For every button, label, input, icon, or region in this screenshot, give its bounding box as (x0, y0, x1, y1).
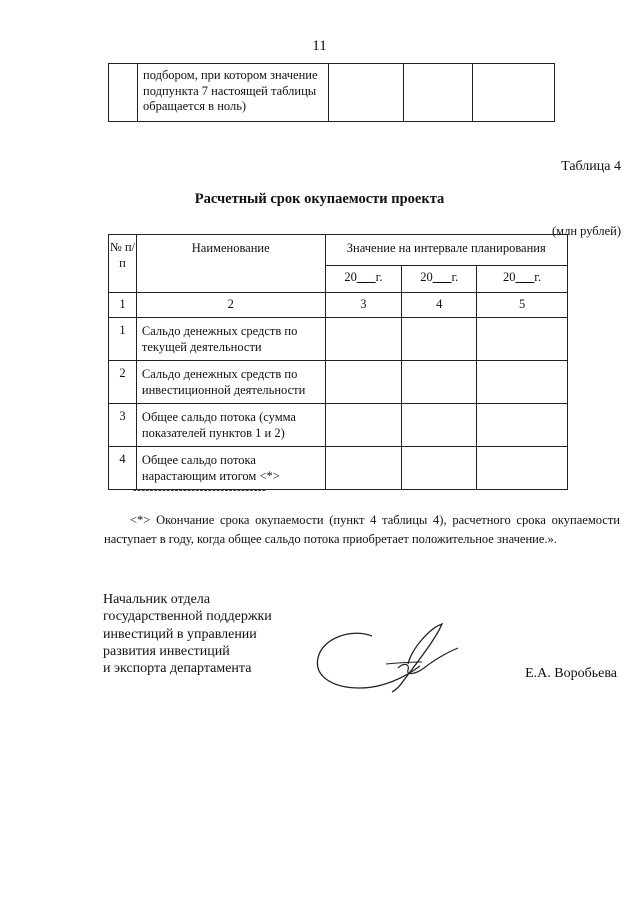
value-cell (477, 361, 568, 404)
signatory-title (103, 591, 272, 678)
row-name: Сальдо денежных средств по текущей деятельности (136, 318, 325, 361)
value-cell (477, 318, 568, 361)
table-cell (404, 64, 473, 122)
table-label: Таблица 4 (561, 159, 621, 174)
header-row (109, 235, 568, 266)
column-index: 4 (402, 293, 477, 318)
handwritten-signature (312, 618, 462, 698)
table-title: Расчетный срок окупаемости проекта (194, 191, 445, 207)
header-num: № п/п (109, 235, 137, 293)
value-cell (325, 318, 402, 361)
column-index-row (109, 293, 568, 318)
value-cell (325, 404, 402, 447)
row-name: Общее сальдо потока нарастающим итогом <*> (136, 447, 325, 490)
column-index: 5 (477, 293, 568, 318)
value-cell (402, 447, 477, 490)
continuation-cell-text: подбором, при котором значение подпункта 7 настоящей таблицы обращается в ноль) (143, 68, 318, 114)
signatory-title-line: Начальник отдела (103, 592, 211, 607)
row-number: 4 (109, 447, 137, 490)
signatory-title-line: инвестиций в управлении (103, 626, 257, 642)
value-cell (477, 404, 568, 447)
row-name: Сальдо денежных средств по инвестиционной деятельности (136, 361, 325, 404)
signatory-title-line: государственной поддержки (103, 609, 272, 625)
value-cell (325, 361, 402, 404)
page-number: 11 (312, 38, 327, 54)
table-cell (109, 64, 138, 122)
footnote-text: <*> Окончание срока окупаемости (пункт 4 таблицы 4), расчетного срока окупаемости наступает в году, когда общее сальдо потока приобретает положительное значение.». (104, 513, 620, 547)
table-row (109, 404, 568, 447)
table-cell (329, 64, 404, 122)
value-cell (402, 361, 477, 404)
payback-table (108, 234, 568, 490)
header-name: Наименование (136, 235, 325, 293)
value-cell (402, 404, 477, 447)
table-row (109, 64, 555, 122)
table-cell (138, 64, 329, 122)
header-year-1: 20___г. (325, 266, 402, 293)
row-name: Общее сальдо потока (сумма показателей пунктов 1 и 2) (136, 404, 325, 447)
value-cell (325, 447, 402, 490)
header-year-3: 20___г. (477, 266, 568, 293)
row-number: 2 (109, 361, 137, 404)
signatory-title-line: развития инвестиций (103, 644, 230, 660)
column-index: 1 (109, 293, 137, 318)
table-row (109, 361, 568, 404)
value-cell (477, 447, 568, 490)
table-row (109, 318, 568, 361)
row-number: 3 (109, 404, 137, 447)
signatory-name: Е.А. Воробьева (525, 666, 617, 681)
continuation-table (108, 63, 555, 122)
footnote-separator: -------------------------------- (133, 484, 267, 496)
header-year-2: 20___г. (402, 266, 477, 293)
column-index: 3 (325, 293, 402, 318)
header-interval: Значение на интервале планирования (325, 235, 567, 266)
column-index: 2 (136, 293, 325, 318)
signatory-title-line: и экспорта департамента (103, 661, 252, 677)
table-cell (473, 64, 555, 122)
units-label: (млн рублей) (552, 224, 621, 238)
value-cell (402, 318, 477, 361)
row-number: 1 (109, 318, 137, 361)
